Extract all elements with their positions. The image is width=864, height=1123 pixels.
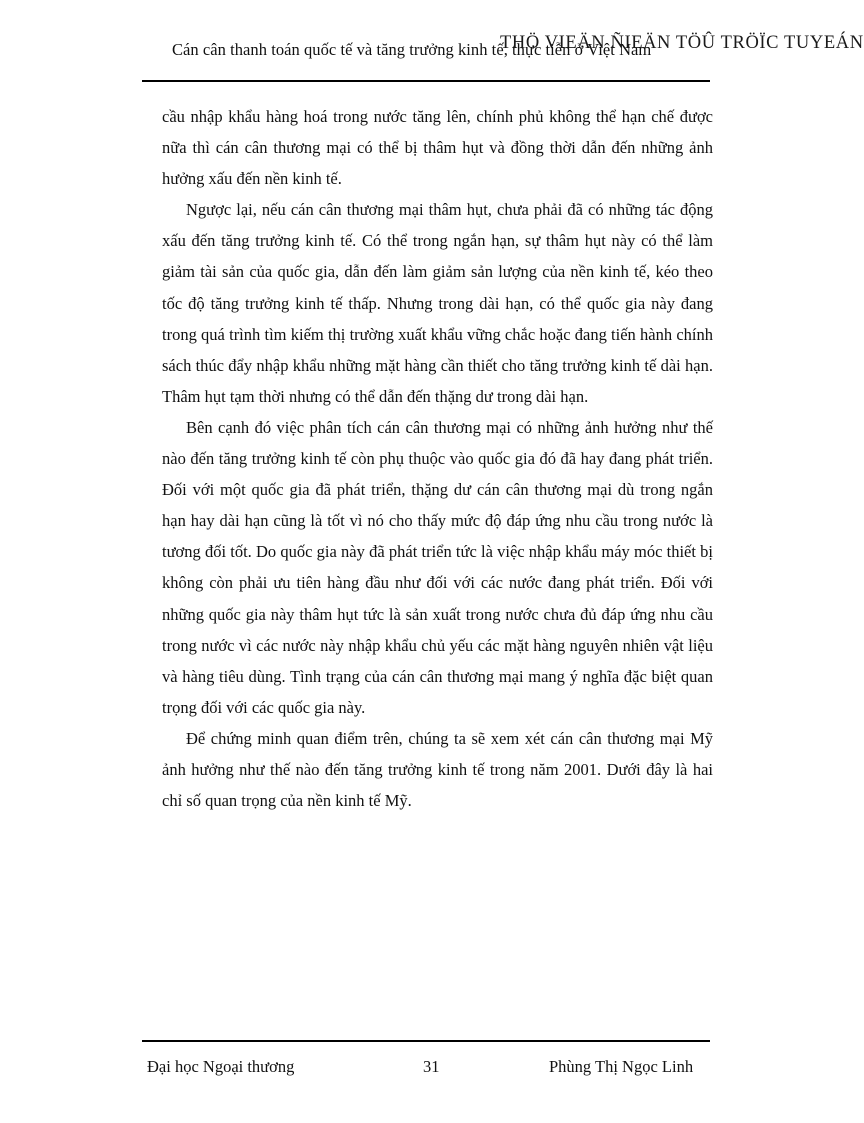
footer-institution: Đại học Ngoại thương [147, 1057, 295, 1076]
paragraph-continued: cầu nhập khẩu hàng hoá trong nước tăng lên, chính phủ không thể hạn chế được nữa thì cán cân thương mại có thể bị thâm hụt và đồng thời dẫn đến những ảnh hưởng xấu đến nền kinh tế. [162, 107, 713, 189]
footer-author: Phùng Thị Ngọc Linh [549, 1057, 694, 1076]
library-watermark: THÖ VIEÄN ÑIEÄN TÖÛ TRÖÏC TUYEÁN [500, 33, 864, 53]
running-header-title: Cán cân thanh toán quốc tế và tăng trưởng kinh tế, thực tiễn ở Việt Nam [172, 40, 652, 59]
paragraph: Bên cạnh đó việc phân tích cán cân thương mại có những ảnh hưởng như thế nào đến tăng trưởng kinh tế còn phụ thuộc vào quốc gia đó đã hay đang phát triển. Đối với một quốc gia đã phát triển, thặng dư cán cân thương mại dù trong ngắn hạn hay dài hạn cũng là tốt vì nó cho thấy mức độ đáp ứng nhu cầu trong nước là tương đối tốt. Do quốc gia này đã phát triển tức là việc nhập khẩu máy móc thiết bị không còn phải ưu tiên hàng đầu như đối với các nước đang phát triển. Đối với những quốc gia này thâm hụt tức là sản xuất trong nước chưa đủ đáp ứng nhu cầu trong nước vì các nước này nhập khẩu chủ yếu các mặt hàng nguyên nhiên vật liệu và hàng tiêu dùng. Tình trạng của cán cân thương mại mang ý nghĩa đặc biệt quan trọng đối với các quốc gia này. [162, 417, 713, 717]
main-text [162, 101, 713, 816]
paragraph: Ngược lại, nếu cán cân thương mại thâm hụt, chưa phải đã có những tác động xấu đến tăng trưởng kinh tế. Có thể trong ngắn hạn, sự thâm hụt này có thể làm giảm tài sản của quốc gia, dẫn đến làm giảm sản lượng của nền kinh tế, kéo theo tốc độ tăng trưởng kinh tế thấp. Nhưng trong dài hạn, có thể quốc gia này đang trong quá trình tìm kiếm thị trường xuất khẩu vững chắc hoặc đang tiến hành chính sách thúc đẩy nhập khẩu những mặt hàng cần thiết cho tăng trưởng kinh tế dài hạn. Thâm hụt tạm thời nhưng có thể dẫn đến thặng dư trong dài hạn. [162, 200, 713, 406]
header-divider [142, 80, 710, 82]
paragraph: Để chứng minh quan điểm trên, chúng ta sẽ xem xét cán cân thương mại Mỹ ảnh hưởng như thế nào đến tăng trưởng kinh tế trong năm 2001. Dưới đây là hai chỉ số quan trọng của nền kinh tế Mỹ. [162, 728, 713, 811]
footer-divider [142, 1040, 710, 1042]
page-number: 31 [423, 1057, 440, 1076]
